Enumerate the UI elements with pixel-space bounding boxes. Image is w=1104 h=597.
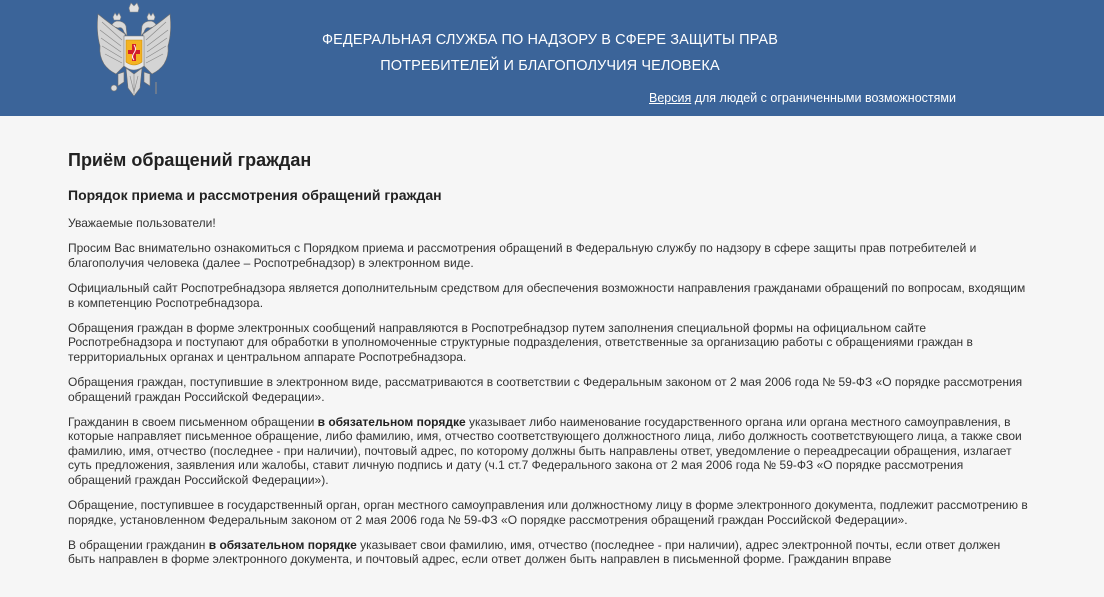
page-title: Приём обращений граждан <box>68 150 312 170</box>
accessibility-version <box>649 91 956 105</box>
paragraph-electronic-messages: Обращения граждан в форме электронных сообщений направляются в Роспотребнадзор путем заполнения специальной формы на официальном сайте Роспотребнадзора и поступают для обработки в уполномоченные структурные подразделения, ответственные за организацию работы с обращениями граждан в территориальных органах и центральном аппарате Роспотребнадзора. <box>68 321 973 364</box>
paragraph-electronic-document: Обращение, поступившее в государственный орган, орган местного самоуправления или должностному лицу в форме электронного документа, подлежит рассмотрению в порядке, установленном Федеральным законом от 2 мая 2006 года № 59-ФЗ «О порядке рассмотрения обращений граждан Российской Федерации». <box>68 498 1028 527</box>
accessibility-version-text: для людей с ограниченными возможностями <box>691 91 956 105</box>
paragraph-required-details <box>68 415 1028 487</box>
paragraph-citizen-details <box>68 538 1028 567</box>
paragraph-citizen-details-post: указывает свои фамилию, имя, отчество (последнее - при наличии), адрес электронной почты, если ответ должен быть направлен в форме электронного документа, и почтовый адрес, если ответ должен быть направлен в письменной форме. Гражданин вправе <box>68 537 1001 567</box>
paragraph-required-details-bold: в обязательном порядке <box>317 415 466 430</box>
paragraph-citizen-details-pre: В обращении гражданин <box>68 537 209 552</box>
main-content <box>0 116 1104 597</box>
paragraph-citizen-details-bold: в обязательном порядке <box>208 537 357 552</box>
site-title-line-1: ФЕДЕРАЛЬНАЯ СЛУЖБА ПО НАДЗОРУ В СФЕРЕ ЗАЩИТЫ ПРАВ <box>322 32 778 48</box>
accessibility-version-link[interactable]: Версия <box>649 91 692 105</box>
site-title-line-2: ПОТРЕБИТЕЛЕЙ И БЛАГОПОЛУЧИЯ ЧЕЛОВЕКА <box>380 58 720 74</box>
double-headed-eagle-emblem-icon[interactable] <box>94 2 174 106</box>
greeting-paragraph: Уважаемые пользователи! <box>68 216 216 230</box>
site-header <box>0 0 1104 116</box>
site-title <box>220 27 880 79</box>
paragraph-required-details-post: указывает либо наименование государственного органа или органа местного самоуправления, в которые направляет письменное обращение, либо фамилию, имя, отчество соответствующего должностного лица, либо должность соответствующего лица, а также свои фамилию, имя, отчество (последнее - при наличии), почтовый адрес, по которому должны быть направлены ответ, уведомление о переадресации обращения, излагает суть предложения, заявления или жалобы, ставит личную подпись и дату (ч.1 ст.7 Федерального закона от 2 мая 2006 года № 59-ФЗ «О порядке рассмотрения обращений граждан Российской Федерации»). <box>68 415 1022 487</box>
article <box>68 116 1028 567</box>
paragraph-official-site: Официальный сайт Роспотребнадзора является дополнительным средством для обеспечения возможности направления гражданами обращений по вопросам, входящим в компетенцию Роспотребнадзора. <box>68 281 1026 310</box>
paragraph-required-details-pre: Гражданин в своем письменном обращении <box>68 415 318 430</box>
paragraph-intro: Просим Вас внимательно ознакомиться с Порядком приема и рассмотрения обращений в Федеральную службу по надзору в сфере защиты прав потребителей и благополучия человека (далее – Роспотребнадзор) в электронном виде. <box>68 241 977 270</box>
section-title: Порядок приема и рассмотрения обращений граждан <box>68 187 442 203</box>
paragraph-federal-law: Обращения граждан, поступившие в электронном виде, рассматриваются в соответствии с Федеральным законом от 2 мая 2006 года № 59-ФЗ «О порядке рассмотрения обращений граждан Российской Федерации». <box>68 375 1023 404</box>
